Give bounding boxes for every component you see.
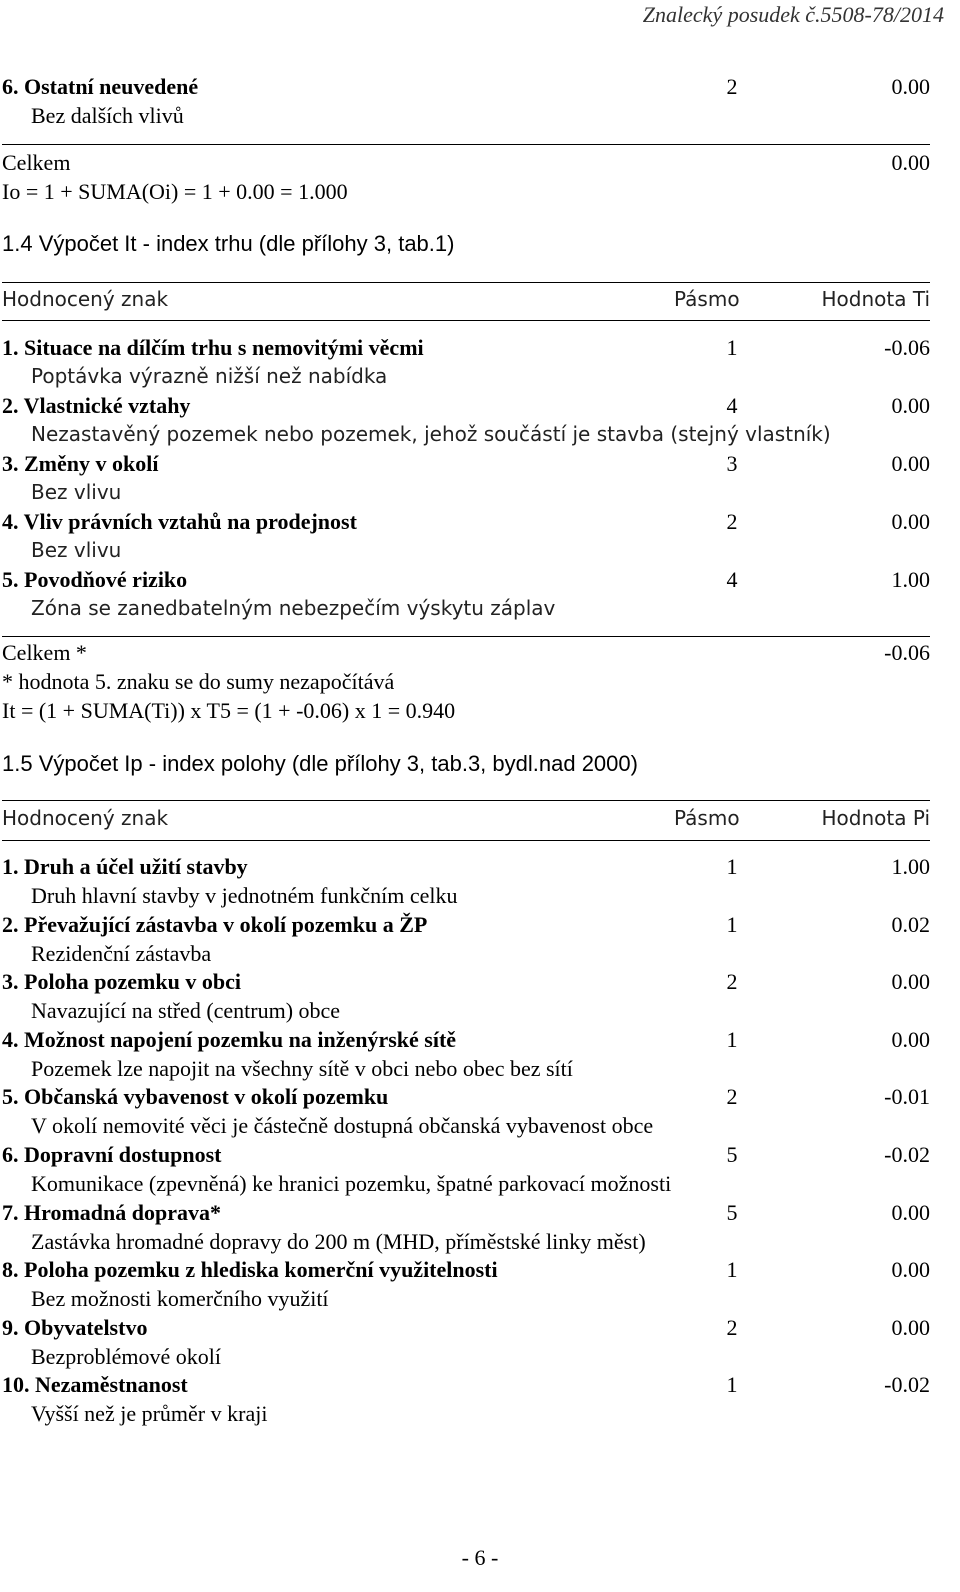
item-note: Nezastavěný pozemek nebo pozemek, jehož součástí je stavba (stejný vlastník)	[31, 422, 831, 446]
item-note: Rezidenční zástavba	[31, 940, 212, 966]
item-value: 1.00	[891, 567, 930, 592]
divider	[2, 636, 930, 637]
item-pasmo: 2	[726, 1314, 738, 1340]
table-row	[2, 449, 930, 478]
col-header-pasmo: Pásmo	[674, 806, 740, 830]
item-pasmo: 2	[726, 509, 738, 534]
col-header-znak: Hodnocený znak	[2, 287, 169, 311]
item-label: 5. Občanská vybavenost v okolí pozemku	[2, 1084, 389, 1110]
col-header-znak: Hodnocený znak	[2, 806, 169, 830]
item-label: 7. Hromadná doprava*	[2, 1199, 222, 1225]
table-row	[2, 1082, 930, 1111]
item-value: -0.01	[884, 1084, 930, 1110]
item-label: 8. Poloha pozemku z hlediska komerční využitelnosti	[2, 1257, 498, 1283]
item-note: Bez možnosti komerčního využití	[31, 1286, 329, 1312]
item-value: 0.00	[891, 393, 930, 418]
total-label: Celkem *	[2, 640, 87, 665]
item-pasmo: 1	[726, 1372, 738, 1398]
item-note: Bezproblémové okolí	[31, 1343, 222, 1369]
table-row	[2, 1140, 930, 1169]
total-value: -0.06	[884, 640, 930, 665]
item-note: Navazující na střed (centrum) obce	[31, 998, 341, 1024]
io-total-row	[2, 148, 930, 177]
table-row	[2, 1255, 930, 1284]
item-note: V okolí nemovité věci je částečně dostupná občanská vybavenost obce	[31, 1113, 654, 1139]
item-note: Poptávka výrazně nižší než nabídka	[31, 364, 388, 388]
table-row	[2, 967, 930, 996]
item-value: -0.02	[884, 1142, 930, 1167]
it-footnote: * hodnota 5. znaku se do sumy nezapočítává	[2, 669, 395, 694]
item-pasmo: 1	[726, 335, 738, 360]
item-label: 6. Dopravní dostupnost	[2, 1142, 222, 1167]
table-row	[2, 333, 930, 362]
divider	[2, 320, 930, 321]
item-value: 0.00	[891, 74, 930, 99]
item-note: Bez vlivu	[31, 538, 122, 562]
item-pasmo: 2	[726, 969, 738, 995]
item-value: 0.00	[891, 969, 930, 995]
divider	[2, 144, 930, 145]
item-label: 1. Druh a účel užití stavby	[2, 854, 248, 879]
item-label: 4. Vliv právních vztahů na prodejnost	[2, 509, 357, 534]
item-value: -0.02	[884, 1372, 930, 1398]
item-label: 10. Nezaměstnanost	[2, 1372, 188, 1398]
divider	[2, 840, 930, 841]
document-reference: Znalecký posudek č.5508-78/2014	[642, 2, 944, 27]
divider	[2, 282, 930, 283]
item-label: 3. Změny v okolí	[2, 451, 159, 476]
item-pasmo: 4	[726, 393, 738, 418]
item-value: -0.06	[884, 335, 930, 360]
table-row	[2, 391, 930, 420]
item-pasmo: 1	[726, 1257, 738, 1283]
col-header-pasmo: Pásmo	[674, 287, 740, 311]
it-column-headers	[2, 284, 930, 314]
item-pasmo: 2	[726, 1084, 738, 1110]
item-label: 4. Možnost napojení pozemku na inženýrské sítě	[2, 1026, 457, 1052]
item-pasmo: 1	[726, 911, 738, 937]
col-header-hodnota: Hodnota Pi	[821, 806, 930, 830]
table-row	[2, 910, 930, 939]
total-label: Celkem	[2, 150, 71, 175]
item-pasmo: 2	[726, 74, 738, 99]
item-value: 0.00	[891, 1026, 930, 1052]
item-value: 0.02	[891, 911, 930, 937]
item-value: 0.00	[891, 1257, 930, 1283]
item-note: Druh hlavní stavby v jednotném funkčním celku	[31, 883, 458, 908]
item-label: 1. Situace na dílčím trhu s nemovitými věcmi	[2, 335, 424, 360]
item-value: 0.00	[891, 509, 930, 534]
item-note: Zóna se zanedbatelným nebezpečím výskytu záplav	[31, 596, 556, 620]
item-label: 5. Povodňové riziko	[2, 567, 188, 592]
section-title-it: 1.4 Výpočet It - index trhu (dle přílohy 3, tab.1)	[2, 231, 455, 256]
table-row	[2, 852, 930, 881]
col-header-hodnota: Hodnota Ti	[821, 287, 930, 311]
item-pasmo: 5	[726, 1142, 738, 1167]
item-note: Bez vlivu	[31, 480, 122, 504]
it-total-row	[2, 638, 930, 667]
table-row	[2, 565, 930, 594]
table-row	[2, 507, 930, 536]
table-row	[2, 1313, 930, 1342]
item-label: 6. Ostatní neuvedené	[2, 74, 199, 99]
item-note: Pozemek lze napojit na všechny sítě v obci nebo obec bez sítí	[31, 1055, 573, 1081]
item-value: 1.00	[891, 854, 930, 879]
item-value: 0.00	[891, 451, 930, 476]
io-item-6-row	[2, 72, 930, 101]
io-item-6-note: Bez dalších vlivů	[31, 103, 184, 128]
table-row	[2, 1370, 930, 1399]
ip-column-headers	[2, 803, 930, 833]
item-label: 9. Obyvatelstvo	[2, 1314, 148, 1340]
item-label: 3. Poloha pozemku v obci	[2, 969, 241, 995]
section-title-ip: 1.5 Výpočet Ip - index polohy (dle přílohy 3, tab.3, bydl.nad 2000)	[2, 751, 638, 776]
item-label: 2. Převažující zástavba v okolí pozemku a ŽP	[2, 911, 428, 937]
item-pasmo: 1	[726, 1026, 738, 1052]
item-note: Komunikace (zpevněná) ke hranici pozemku, špatné parkovací možnosti	[31, 1171, 672, 1196]
item-pasmo: 5	[726, 1199, 738, 1225]
divider	[2, 800, 930, 801]
item-pasmo: 3	[726, 451, 738, 476]
table-row	[2, 1198, 930, 1227]
item-label: 2. Vlastnické vztahy	[2, 393, 191, 418]
item-note: Zastávka hromadné dopravy do 200 m (MHD, příměstské linky měst)	[31, 1228, 646, 1254]
it-formula: It = (1 + SUMA(Ti)) x T5 = (1 + -0.06) x 1 = 0.940	[2, 698, 456, 723]
io-formula: Io = 1 + SUMA(Oi) = 1 + 0.00 = 1.000	[2, 179, 348, 204]
item-value: 0.00	[891, 1314, 930, 1340]
page-number: - 6 -	[461, 1545, 499, 1570]
item-pasmo: 1	[726, 854, 738, 879]
item-pasmo: 4	[726, 567, 738, 592]
item-value: 0.00	[891, 1199, 930, 1225]
item-note: Vyšší než je průměr v kraji	[31, 1401, 268, 1427]
table-row	[2, 1025, 930, 1054]
total-value: 0.00	[891, 150, 930, 175]
